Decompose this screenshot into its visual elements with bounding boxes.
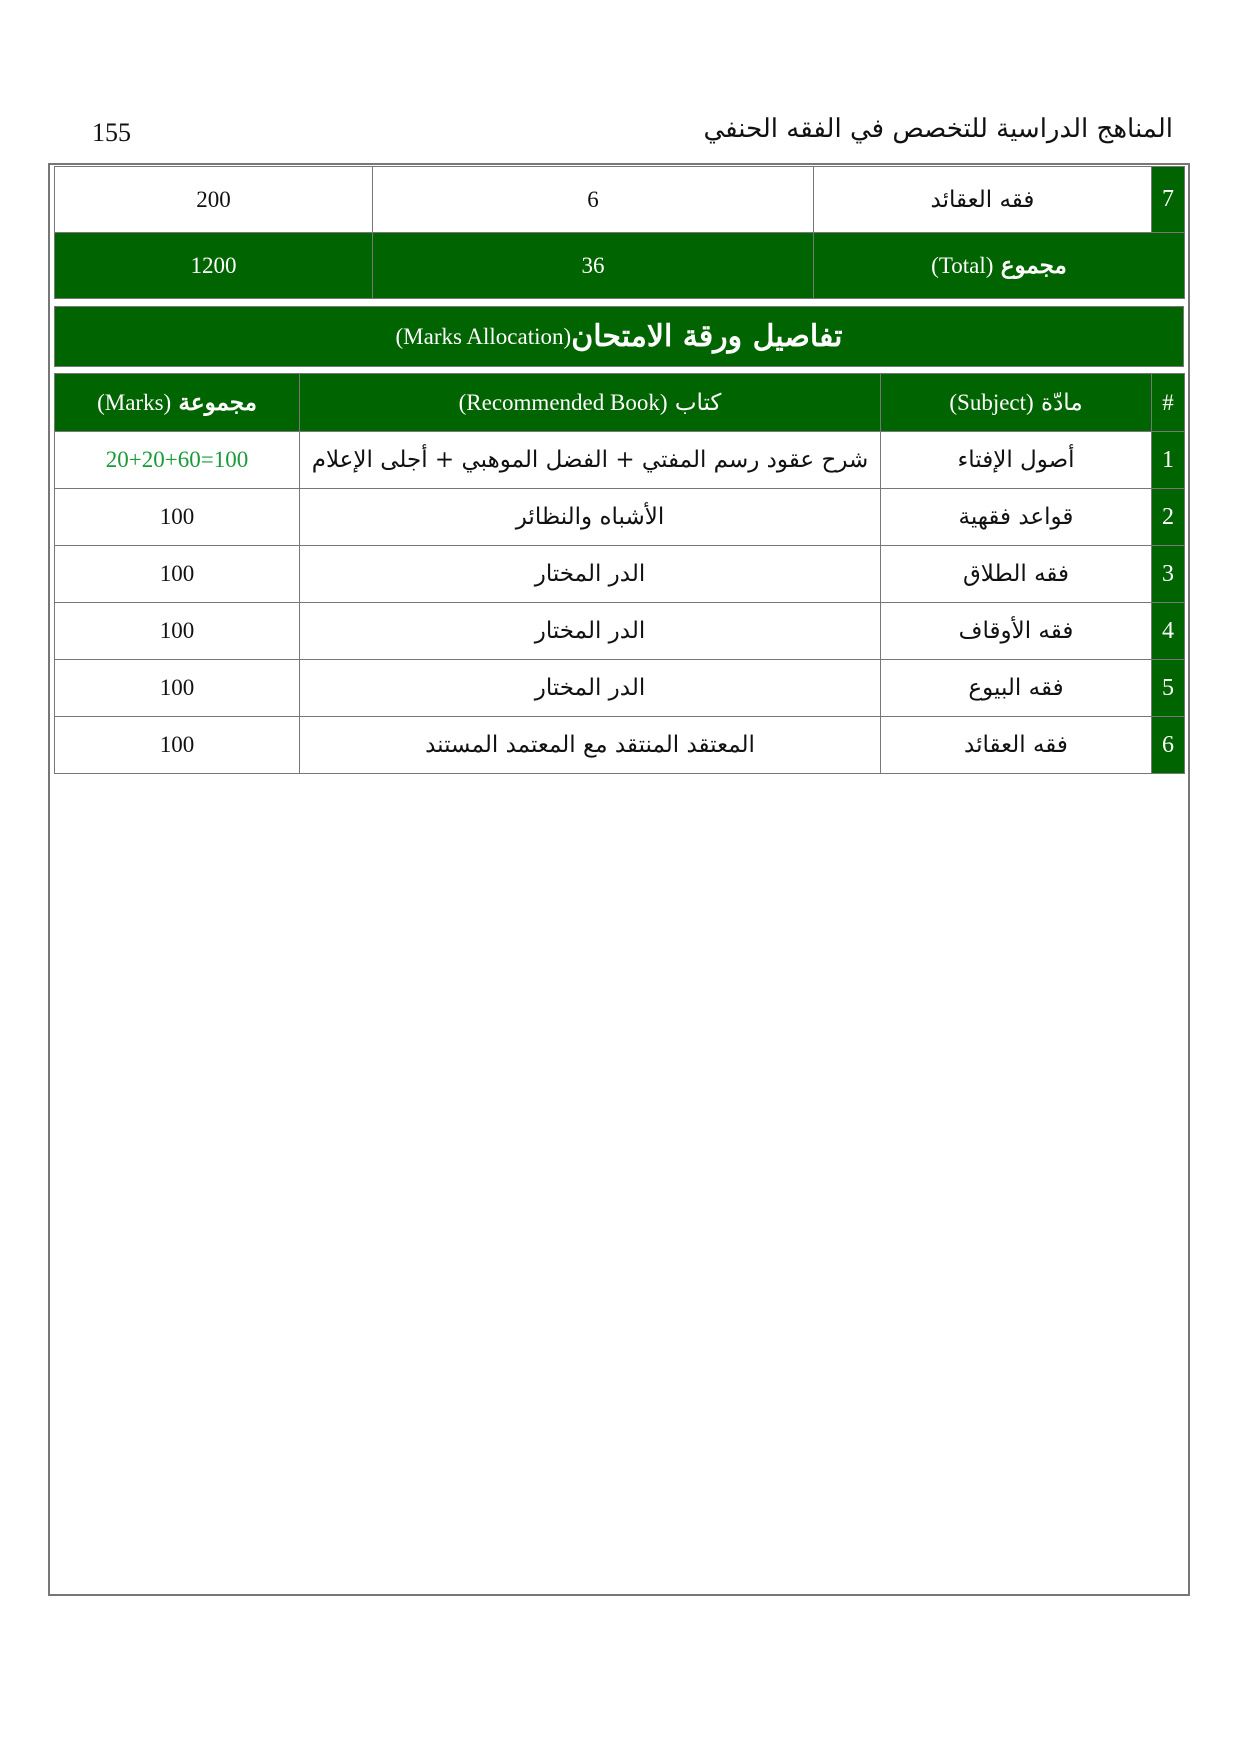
book-cell: الدر المختار [300,660,881,717]
book-cell: شرح عقود رسم المفتي + الفضل الموهبي + أجلى الإعلام [300,432,881,489]
marks-formula: 20+20+60=100 [105,447,249,472]
table-header-row [55,374,1185,432]
section-title-ar: تفاصيل ورقة الامتحان [571,319,843,354]
header-num: # [1152,374,1185,432]
subject-cell: فقه العقائد [814,167,1152,233]
header-book-en: (Recommended Book) [458,389,668,415]
marks-allocation-table [54,373,1185,774]
book-cell: الدر المختار [300,603,881,660]
marks-cell: 100 [55,489,300,546]
table-row [55,660,1185,717]
header-marks-en: (Marks) [97,390,172,415]
total-hours: 36 [373,233,814,299]
subject-cell: فقه الطلاق [881,546,1152,603]
total-label-ar: مجموع [1000,252,1067,279]
marks-cell: 100 [55,717,300,774]
subject-cell: فقه العقائد [881,717,1152,774]
row-number: 7 [1152,167,1185,233]
subject-cell: قواعد فقهية [881,489,1152,546]
section-title [54,306,1184,367]
subject-cell: فقه البيوع [881,660,1152,717]
total-label-en: (Total) [931,253,994,278]
running-title: المناهج الدراسية للتخصص في الفقه الحنفي [703,114,1173,144]
header-subject-en: (Subject) [949,389,1034,415]
row-number: 5 [1152,660,1185,717]
row-number: 6 [1152,717,1185,774]
row-number: 4 [1152,603,1185,660]
book-cell: الدر المختار [300,546,881,603]
book-cell: الأشباه والنظائر [300,489,881,546]
header-book-ar: كتاب [674,389,722,416]
hours-table [54,166,1185,299]
book-cell: المعتقد المنتقد مع المعتمد المستند [300,717,881,774]
table-row [55,489,1185,546]
header-book [300,374,881,432]
subject-cell: أصول الإفتاء [881,432,1152,489]
hours-cell: 6 [373,167,814,233]
header-subject-ar: مادّة [1041,389,1083,416]
marks-cell [55,432,300,489]
marks-cell: 100 [55,546,300,603]
subject-cell: فقه الأوقاف [881,603,1152,660]
table-row [55,167,1185,233]
marks-cell: 100 [55,603,300,660]
table-row [55,603,1185,660]
page-number: 155 [92,118,131,147]
row-number: 2 [1152,489,1185,546]
marks-cell: 100 [55,660,300,717]
total-marks: 1200 [55,233,373,299]
table-row [55,717,1185,774]
header-subject [881,374,1152,432]
header-marks [55,374,300,432]
table-row [55,546,1185,603]
row-number: 3 [1152,546,1185,603]
table-row [55,432,1185,489]
total-label [814,233,1185,299]
row-number: 1 [1152,432,1185,489]
marks-cell: 200 [55,167,373,233]
section-title-en: (Marks Allocation) [395,323,572,349]
total-row [55,233,1185,299]
header-marks-ar: مجموعة [178,389,257,416]
